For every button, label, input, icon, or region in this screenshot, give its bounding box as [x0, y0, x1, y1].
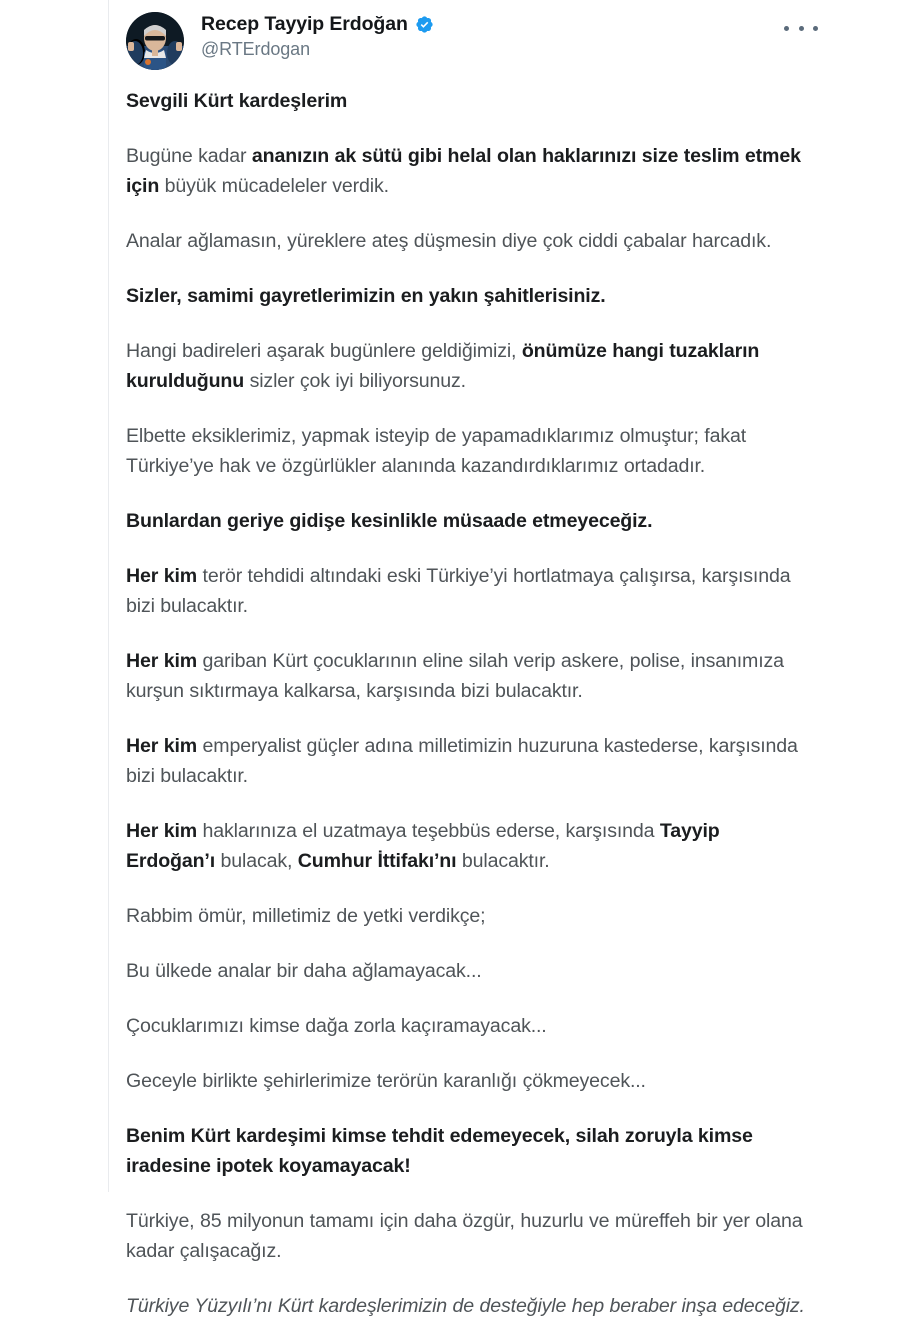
tweet-paragraph-p7: Bunlardan geriye gidişe kesinlikle müsaade etmeyeceğiz. — [126, 510, 653, 532]
tweet-paragraph-p6: Elbette eksiklerimiz, yapmak isteyip de yapamadıklarımız olmuştur; fakat Türkiye’ye hak ve özgürlükler alanında kazandırdıklarımız ortadadır. — [126, 425, 747, 477]
more-dot-2 — [799, 26, 804, 31]
tweet-paragraph-p14: Çocuklarımızı kimse dağa zorla kaçıramayacak... — [126, 1015, 547, 1037]
tweet-paragraph-p15: Geceyle birlikte şehirlerimize terörün karanlığı çökmeyecek... — [126, 1070, 646, 1092]
tweet-text-bold: ananızın ak sütü gibi helal olan haklarınızı size teslim etmek için — [126, 145, 801, 197]
left-divider-rule — [108, 0, 109, 1192]
more-options-icon[interactable] — [784, 18, 818, 38]
author-display-name[interactable]: Recep Tayyip Erdoğan — [201, 13, 408, 35]
tweet-paragraph-p4: Sizler, samimi gayretlerimizin en yakın şahitlerisiniz. — [126, 285, 606, 307]
more-dot-3 — [813, 26, 818, 31]
tweet-text-bold: Tayyip Erdoğan’ı — [126, 820, 720, 872]
author-identity — [201, 12, 434, 60]
tweet-paragraph-p1: Sevgili Kürt kardeşlerim — [126, 90, 348, 112]
tweet-content-column — [126, 0, 826, 1321]
tweet-paragraph-p12: Rabbim ömür, milletimiz de yetki verdikçe; — [126, 905, 486, 927]
tweet-paragraph-p13: Bu ülkede analar bir daha ağlamayacak... — [126, 960, 482, 982]
tweet-paragraph-p16: Benim Kürt kardeşimi kimse tehdit edemeyecek, silah zoruyla kimse iradesine ipotek koyamayacak! — [126, 1125, 753, 1177]
tweet-paragraph-p17: Türkiye, 85 milyonun tamamı için daha özgür, huzurlu ve müreffeh bir yer olana kadar çalışacağız. — [126, 1210, 803, 1262]
tweet-text-body — [126, 86, 808, 1321]
tweet-paragraph-p2: Bugüne kadar ananızın ak sütü gibi helal olan haklarınızı size teslim etmek için büyük mücadeleler verdik. — [126, 145, 801, 197]
tweet-text-bold: Her kim — [126, 820, 198, 842]
more-dot-1 — [784, 26, 789, 31]
tweet-paragraph-p5: Hangi badireleri aşarak bugünlere geldiğimizi, önümüze hangi tuzakların kurulduğunu sizler çok iyi biliyorsunuz. — [126, 340, 760, 392]
author-name-row — [201, 13, 434, 36]
tweet-paragraph-p8: Her kim terör tehdidi altındaki eski Türkiye’yi hortlatmaya çalışırsa, karşısında bizi bulacaktır. — [126, 565, 791, 617]
author-handle[interactable]: @RTErdogan — [201, 39, 310, 59]
tweet-text-bold: önümüze hangi tuzakların kurulduğunu — [126, 340, 760, 392]
tweet-paragraph-p10: Her kim emperyalist güçler adına milletimizin huzuruna kastederse, karşısında bizi bulacaktır. — [126, 735, 798, 787]
tweet-header — [126, 0, 826, 62]
tweet-text-bold: Cumhur İttifakı’nı — [297, 850, 457, 872]
tweet-text-bold: Her kim — [126, 735, 198, 757]
tweet-paragraph-p18: Türkiye Yüzyılı’nı Kürt kardeşlerimizin de desteğiyle hep beraber inşa edeceğiz. — [126, 1295, 805, 1317]
tweet-paragraph-p9: Her kim gariban Kürt çocuklarının eline silah verip askere, polise, insanımıza kurşun sıktırmaya kalkarsa, karşısında bizi bulacaktır. — [126, 650, 784, 702]
tweet-text-bold: Her kim — [126, 565, 198, 587]
tweet-paragraph-p11: Her kim haklarınıza el uzatmaya teşebbüs ederse, karşısında Tayyip Erdoğan’ı bulacak, Cumhur İttifakı’nı bulacaktır. — [126, 820, 720, 872]
tweet-text-bold: Her kim — [126, 650, 198, 672]
avatar[interactable] — [126, 12, 184, 70]
tweet-paragraph-p3: Analar ağlamasın, yüreklere ateş düşmesin diye çok ciddi çabalar harcadık. — [126, 230, 772, 252]
verified-badge-icon[interactable] — [415, 15, 434, 34]
